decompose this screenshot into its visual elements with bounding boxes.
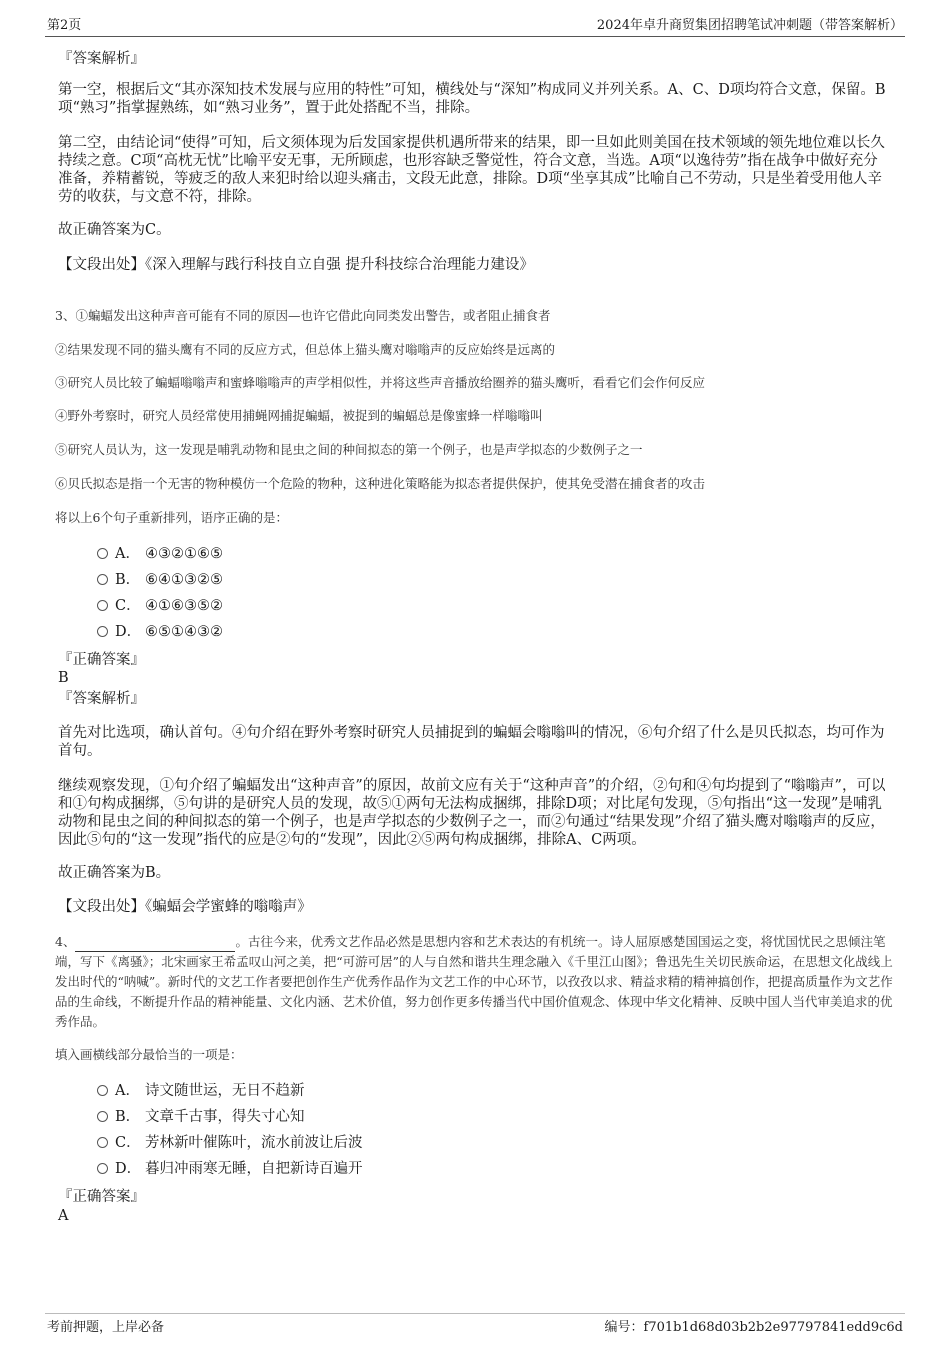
q2-analysis-label: 『答案解析』	[58, 51, 145, 67]
q4-option-d[interactable]: D． 暮归冲雨寒无睡，自把新诗百遍开	[97, 1160, 363, 1178]
q4-option-a[interactable]: A． 诗文随世运，无日不趋新	[97, 1082, 305, 1100]
q4-prompt: 填入画横线部分最恰当的一项是：	[55, 1047, 243, 1062]
q2-analysis-p1: 第一空，根据后文“其亦深知技术发展与应用的特性”可知，横线处与“深知”构成同义并列关系。A、C、D项均符合文意，保留。B项“熟习”指掌握熟练，如“熟习业务”，置于此处搭配不当，排除。	[58, 82, 886, 116]
radio-icon[interactable]	[97, 1111, 108, 1122]
q4-option-b[interactable]: B． 文章千古事，得失寸心知	[97, 1108, 305, 1126]
q3-conclusion: 故正确答案为B。	[58, 865, 171, 881]
fill-blank	[75, 937, 235, 952]
q3-sentence-4: ④野外考察时，研究人员经常使用捕蝇网捕捉蝙蝠，被捉到的蝙蝠总是像蜜蜂一样嗡嗡叫	[55, 408, 543, 423]
q3-answer-label: 『正确答案』	[58, 652, 145, 668]
q4-answer-label: 『正确答案』	[58, 1189, 145, 1205]
footer-slogan: 考前押题，上岸必备	[47, 1320, 165, 1335]
q3-answer: B	[58, 670, 69, 686]
page-header	[45, 14, 905, 37]
q2-conclusion: 故正确答案为C。	[58, 222, 171, 238]
radio-icon[interactable]	[97, 1085, 108, 1096]
q3-sentence-1: 3、①蝙蝠发出这种声音可能有不同的原因—也许它借此向同类发出警告，或者阻止捕食者	[55, 308, 551, 323]
radio-icon[interactable]	[97, 626, 108, 637]
radio-icon[interactable]	[97, 1163, 108, 1174]
radio-icon[interactable]	[97, 548, 108, 559]
page-number: 第2页	[47, 18, 82, 33]
q4-option-c[interactable]: C． 芳林新叶催陈叶，流水前波让后波	[97, 1134, 363, 1152]
radio-icon[interactable]	[97, 600, 108, 611]
q2-source: 【文段出处】《深入理解与践行科技自立自强 提升科技综合治理能力建设》	[58, 257, 534, 273]
q3-option-a[interactable]: A． ④③②①⑥⑤	[97, 545, 223, 563]
document-title: 2024年卓升商贸集团招聘笔试冲刺题（带答案解析）	[596, 18, 903, 33]
document-id: 编号：f701b1d68d03b2b2e97797841edd9c6d	[604, 1320, 903, 1335]
radio-icon[interactable]	[97, 574, 108, 585]
q4-answer: A	[58, 1208, 69, 1224]
q3-sentence-5: ⑤研究人员认为，这一发现是哺乳动物和昆虫之间的种间拟态的第一个例子，也是声学拟态的少数例子之一	[55, 442, 643, 457]
q2-analysis-p2: 第二空，由结论词“使得”可知，后文须体现为后发国家提供机遇所带来的结果，即一旦如此则美国在技术领域的领先地位难以长久持续之意。C项“高枕无忧”比喻平安无事，无所顾虑，也形容缺乏警觉性，符合文意，当选。A项“以逸待劳”指在战争中做好充分准备，养精蓄锐，等疲乏的敌人来犯时给以迎头痛击，文段无此意，排除。D项“坐享其成”比喻自己不劳动，只是坐着受用他人辛劳的收获，与文意不符，排除。	[58, 135, 885, 205]
q3-prompt: 将以上6个句子重新排列，语序正确的是：	[55, 510, 288, 525]
q3-option-b[interactable]: B． ⑥④①③②⑤	[97, 571, 223, 589]
q3-option-d[interactable]: D． ⑥⑤①④③②	[97, 623, 223, 641]
q3-analysis-p2: 继续观察发现，①句介绍了蝙蝠发出“这种声音”的原因，故前文应有关于“这种声音”的介绍，②句和④句均提到了“嗡嗡声”，可以和①句构成捆绑，⑤句讲的是研究人员的发现，故⑤①两句无法构成捆绑，排除D项；对比尾句发现，⑤句指出“这一发现”是哺乳动物和昆虫之间的种间拟态的第一个例子，也是声学拟态的少数例子之一，而②句通过“结果发现”介绍了猫头鹰对嗡嗡声的反应，因此⑤句的“这一发现”指代的应是②句的“发现”，因此②⑤两句构成捆绑，排除A、C两项。	[58, 778, 886, 848]
q3-option-c[interactable]: C． ④①⑥③⑤②	[97, 597, 223, 615]
q3-analysis-label: 『答案解析』	[58, 691, 145, 707]
q4-stem: 4、 。古往今来，优秀文艺作品必然是思想内容和艺术表达的有机统一。诗人屈原感楚国国运之变，将忧国忧民之思倾注笔端，写下《离骚》；北宋画家王希孟叹山河之美，把“可游可居”的人与自然和谐共生理念融入《千里江山图》；鲁迅先生关切民族命运，在思想文化战线上发出时代的“呐喊”。新时代的文艺工作者要把创作生产优秀作品作为文艺工作的中心环节，以孜孜以求、精益求精的精神搞创作，把提高质量作为文艺作品的生命线，不断提升作品的精神能量、文化内涵、艺术价值，努力创作更多传播当代中国价值观念、体现中华文化精神、反映中国人当代审美追求的优秀作品。	[55, 934, 893, 1029]
q3-sentence-6: ⑥贝氏拟态是指一个无害的物种模仿一个危险的物种，这种进化策略能为拟态者提供保护，使其免受潜在捕食者的攻击	[55, 476, 706, 491]
q3-sentence-2: ②结果发现不同的猫头鹰有不同的反应方式，但总体上猫头鹰对嗡嗡声的反应始终是远离的	[55, 342, 556, 357]
page-footer	[45, 1313, 905, 1338]
q3-analysis-p1: 首先对比选项，确认首句。④句介绍在野外考察时研究人员捕捉到的蝙蝠会嗡嗡叫的情况，⑥句介绍了什么是贝氏拟态，均可作为首句。	[58, 725, 885, 759]
q3-sentence-3: ③研究人员比较了蝙蝠嗡嗡声和蜜蜂嗡嗡声的声学相似性，并将这些声音播放给圈养的猫头鹰听，看看它们会作何反应	[55, 375, 706, 390]
q3-source: 【文段出处】《蝙蝠会学蜜蜂的嗡嗡声》	[58, 899, 312, 915]
radio-icon[interactable]	[97, 1137, 108, 1148]
